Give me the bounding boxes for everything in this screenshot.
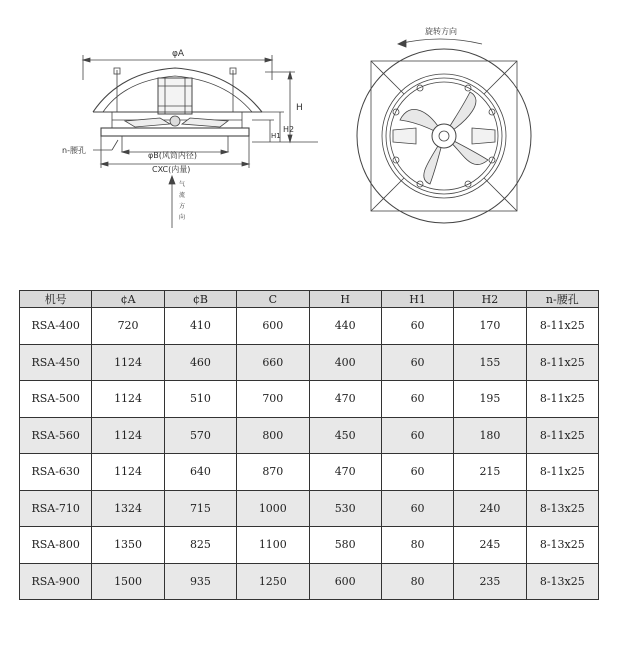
cell-model: RSA-500 — [20, 381, 92, 418]
cell-phi-b: 460 — [164, 344, 236, 381]
cell-h1: 60 — [381, 344, 453, 381]
header-h1: H1 — [381, 291, 453, 308]
cell-model: RSA-800 — [20, 527, 92, 564]
header-phi-a: ¢A — [92, 291, 164, 308]
cell-phi-a: 1124 — [92, 454, 164, 491]
table-row — [20, 454, 599, 491]
cell-phi-b: 825 — [164, 527, 236, 564]
cell-c: 600 — [237, 308, 309, 345]
label-h: H — [296, 103, 303, 113]
cell-h1: 60 — [381, 490, 453, 527]
cell-phi-a: 1124 — [92, 417, 164, 454]
cell-h2: 235 — [454, 563, 526, 600]
cell-h: 600 — [309, 563, 381, 600]
cell-phi-a: 1324 — [92, 490, 164, 527]
cell-h: 450 — [309, 417, 381, 454]
cell-h: 470 — [309, 381, 381, 418]
table-row — [20, 490, 599, 527]
table-header-row — [20, 291, 599, 308]
cell-phi-a: 1124 — [92, 381, 164, 418]
cell-h: 530 — [309, 490, 381, 527]
label-airflow-4: 向 — [179, 214, 186, 221]
cell-model: RSA-900 — [20, 563, 92, 600]
cell-c: 870 — [237, 454, 309, 491]
label-cxc: CXC(内量) — [152, 165, 191, 174]
label-rotation: 旋转方向 — [425, 27, 457, 36]
label-airflow-2: 流 — [179, 192, 186, 199]
cell-model: RSA-560 — [20, 417, 92, 454]
fan-technical-drawing — [0, 0, 623, 270]
cell-h1: 80 — [381, 563, 453, 600]
table-row — [20, 563, 599, 600]
cell-h1: 60 — [381, 417, 453, 454]
cell-h: 440 — [309, 308, 381, 345]
header-h2: H2 — [454, 291, 526, 308]
cell-n-holes: 8-11x25 — [526, 417, 598, 454]
cell-n-holes: 8-11x25 — [526, 381, 598, 418]
table-row — [20, 344, 599, 381]
cell-n-holes: 8-11x25 — [526, 454, 598, 491]
cell-h1: 80 — [381, 527, 453, 564]
cell-h1: 60 — [381, 308, 453, 345]
cell-phi-b: 510 — [164, 381, 236, 418]
header-h: H — [309, 291, 381, 308]
cell-h2: 180 — [454, 417, 526, 454]
cell-h1: 60 — [381, 454, 453, 491]
table-row — [20, 527, 599, 564]
cell-model: RSA-630 — [20, 454, 92, 491]
cell-h2: 245 — [454, 527, 526, 564]
cell-c: 660 — [237, 344, 309, 381]
cell-h2: 170 — [454, 308, 526, 345]
cell-model: RSA-450 — [20, 344, 92, 381]
label-phi-b: φB(风筒内径) — [148, 151, 198, 160]
cell-h2: 155 — [454, 344, 526, 381]
header-phi-b: ¢B — [164, 291, 236, 308]
cell-n-holes: 8-11x25 — [526, 308, 598, 345]
cell-c: 700 — [237, 381, 309, 418]
cell-n-holes: 8-13x25 — [526, 490, 598, 527]
cell-n-holes: 8-13x25 — [526, 527, 598, 564]
header-c: C — [237, 291, 309, 308]
cell-h2: 195 — [454, 381, 526, 418]
label-airflow-3: 方 — [179, 203, 186, 210]
cell-h: 470 — [309, 454, 381, 491]
cell-h2: 215 — [454, 454, 526, 491]
cell-phi-a: 1350 — [92, 527, 164, 564]
table-row — [20, 308, 599, 345]
label-h2: H2 — [283, 125, 295, 134]
header-model: 机号 — [20, 291, 92, 308]
cell-n-holes: 8-13x25 — [526, 563, 598, 600]
table-row — [20, 381, 599, 418]
cell-c: 1100 — [237, 527, 309, 564]
label-h1: H1 — [271, 132, 281, 140]
cell-phi-a: 1124 — [92, 344, 164, 381]
cell-c: 1000 — [237, 490, 309, 527]
header-n-holes: n-腰孔 — [526, 291, 598, 308]
cell-phi-b: 410 — [164, 308, 236, 345]
top-view — [357, 26, 531, 223]
cell-model: RSA-400 — [20, 308, 92, 345]
cell-h2: 240 — [454, 490, 526, 527]
cell-phi-b: 715 — [164, 490, 236, 527]
cell-model: RSA-710 — [20, 490, 92, 527]
cell-c: 1250 — [237, 563, 309, 600]
cell-phi-b: 570 — [164, 417, 236, 454]
cell-phi-b: 935 — [164, 563, 236, 600]
cell-h: 580 — [309, 527, 381, 564]
label-n-holes: n-腰孔 — [62, 146, 86, 155]
cell-phi-b: 640 — [164, 454, 236, 491]
cell-c: 800 — [237, 417, 309, 454]
table-row — [20, 417, 599, 454]
side-view — [62, 49, 318, 228]
cell-phi-a: 720 — [92, 308, 164, 345]
cell-phi-a: 1500 — [92, 563, 164, 600]
label-phi-a: φA — [172, 49, 185, 59]
cell-h: 400 — [309, 344, 381, 381]
cell-n-holes: 8-11x25 — [526, 344, 598, 381]
spec-table — [19, 290, 599, 600]
cell-h1: 60 — [381, 381, 453, 418]
label-airflow-1: 气 — [179, 181, 186, 188]
